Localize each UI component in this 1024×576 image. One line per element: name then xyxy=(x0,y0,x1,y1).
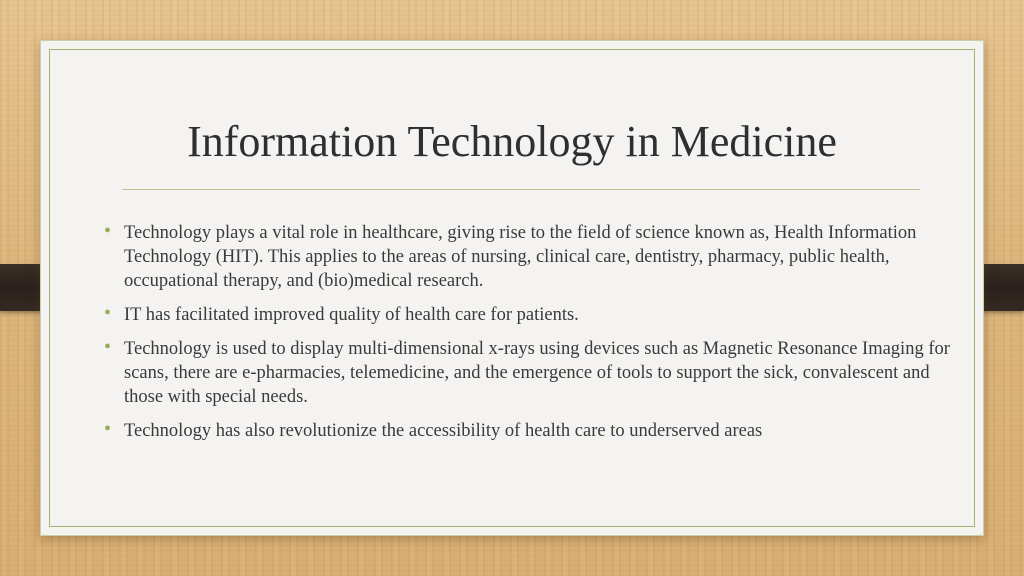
bullet-dot-icon: • xyxy=(104,220,112,242)
slide-card xyxy=(40,40,984,536)
bullet-list xyxy=(100,221,960,453)
bullet-dot-icon: • xyxy=(104,302,112,324)
bullet-text: Technology is used to display multi-dimensional x-rays using devices such as Magnetic Resonance Imaging for scans, there are e-pharmacies, telemedicine, and the emergence of tools to support the sick, convalescent and those with special needs. xyxy=(124,339,950,407)
slide-title: Information Technology in Medicine xyxy=(187,117,837,166)
bullet-dot-icon: • xyxy=(104,336,112,358)
title-divider xyxy=(122,189,920,190)
bullet-text: IT has facilitated improved quality of health care for patients. xyxy=(124,305,579,325)
bullet-item xyxy=(100,221,960,293)
bullet-dot-icon: • xyxy=(104,418,112,440)
bullet-text: Technology plays a vital role in healthcare, giving rise to the field of science known as, Health Information Technology (HIT). This applies to the areas of nursing, clinical care, dentistry, pharmacy, public health, occupational therapy, and (bio)medical research. xyxy=(124,223,917,291)
bullet-text: Technology has also revolutionize the accessibility of health care to underserved areas xyxy=(124,421,763,441)
bullet-item xyxy=(100,337,960,409)
bullet-item xyxy=(100,303,960,327)
bullet-item xyxy=(100,419,960,443)
